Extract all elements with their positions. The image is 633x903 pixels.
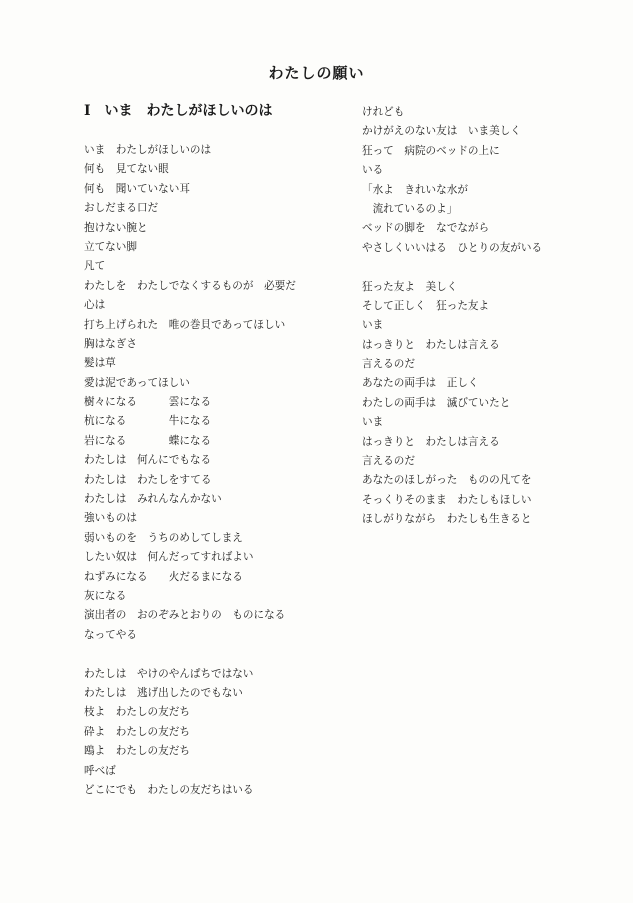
poem-line: おしだまる口だ (84, 202, 159, 215)
poem-line: 強いものは (84, 512, 137, 525)
poem-line: はっきりと わたしは言える (362, 338, 500, 351)
poem-line: やさしくいいはる ひとりの友がいる (362, 241, 543, 254)
right-column (362, 103, 542, 530)
poem-line: 言えるのだ (362, 358, 415, 371)
poem-line: わたしの両手は 滅びていたと (362, 396, 511, 409)
poem-line: わたしは やけのやんぱちではない (84, 667, 254, 680)
poem-title: わたしの願い (268, 64, 365, 82)
poem-line: ねずみになる 火だるまになる (84, 570, 243, 583)
poem-line: 「水よ きれいな水が (362, 183, 468, 196)
poem-line: けれども (362, 106, 405, 118)
poem-line: いま (362, 416, 384, 429)
poem-line: 何も 聞いていない耳 (84, 182, 190, 195)
poem-line: 呼べば (84, 764, 116, 777)
poem-line: 演出者の おのぞみとおりの ものになる (84, 609, 286, 622)
poem-line: 杭になる 牛になる (84, 415, 212, 428)
poem-line: 胸はなぎさ (84, 337, 137, 350)
poem-line: 狂った友よ 美しく (362, 280, 458, 293)
poem-line: 砕よ わたしの友だち (84, 725, 190, 738)
poem-line: はっきりと わたしは言える (362, 435, 500, 448)
section-heading: Ⅰ いま わたしがほしいのは (84, 103, 273, 119)
poem-line: 抱けない腕と (84, 221, 148, 234)
poem-line: わたしを わたしでなくするものが 必要だ (84, 279, 296, 292)
poem-line: 髪は草 (84, 357, 116, 370)
poem-line: わたしは 逃げ出したのでもない (84, 686, 243, 699)
poem-line: 鴎よ わたしの友だち (84, 745, 190, 758)
poem-line: わたしは 何んにでもなる (84, 454, 212, 467)
poem-line: 立てない脚 (84, 240, 137, 253)
poem-line: どこにでも わたしの友だちはいる (84, 783, 254, 796)
poem-line: 何も 見てない眼 (84, 163, 169, 176)
poem-line: いま (362, 319, 384, 332)
poem-line: いる (362, 164, 384, 177)
poem-line: 灰になる (84, 589, 127, 602)
poem-line: 言えるのだ (362, 455, 415, 468)
poem-line: わたしは みれんなんかない (84, 493, 222, 506)
stanza-break (84, 645, 296, 664)
poem-line: わたしは わたしをすてる (84, 473, 212, 486)
poem-line: そして正しく 狂った友よ (362, 299, 490, 312)
poem-line: あなたの両手は 正しく (362, 377, 479, 390)
left-column (84, 141, 296, 800)
poem-line: 愛は泥であってほしい (84, 376, 190, 389)
poem-line: 樹々になる 雲になる (84, 396, 212, 409)
poem-line: かけがえのない友は いま美しく (362, 125, 521, 138)
poem-line: 弱いものを うちのめしてしまえ (84, 531, 243, 544)
poem-line: 枝よ わたしの友だち (84, 706, 190, 719)
poem-line: 狂って 病院のベッドの上に (362, 144, 500, 157)
poem-line: 凡て (84, 260, 106, 273)
poem-line: ベッドの脚を なでながら (362, 222, 490, 235)
poem-line: 岩になる 蝶になる (84, 434, 212, 447)
poem-line: 心は (84, 299, 106, 312)
poem-line: なってやる (84, 628, 137, 641)
poem-line: 打ち上げられた 唯の巻貝であってほしい (84, 318, 286, 331)
poem-line: あなたのほしがった ものの凡てを (362, 474, 532, 487)
poem-line: したい奴は 何んだってすればよい (84, 551, 254, 564)
poem-line: そっくりそのまま わたしもほしい (362, 493, 532, 506)
stanza-break (362, 258, 542, 277)
poem-line: 流れているのよ」 (362, 202, 458, 215)
poem-line: いま わたしがほしいのは (84, 144, 212, 156)
poem-line: ほしがりながら わたしも生きると (362, 513, 532, 526)
